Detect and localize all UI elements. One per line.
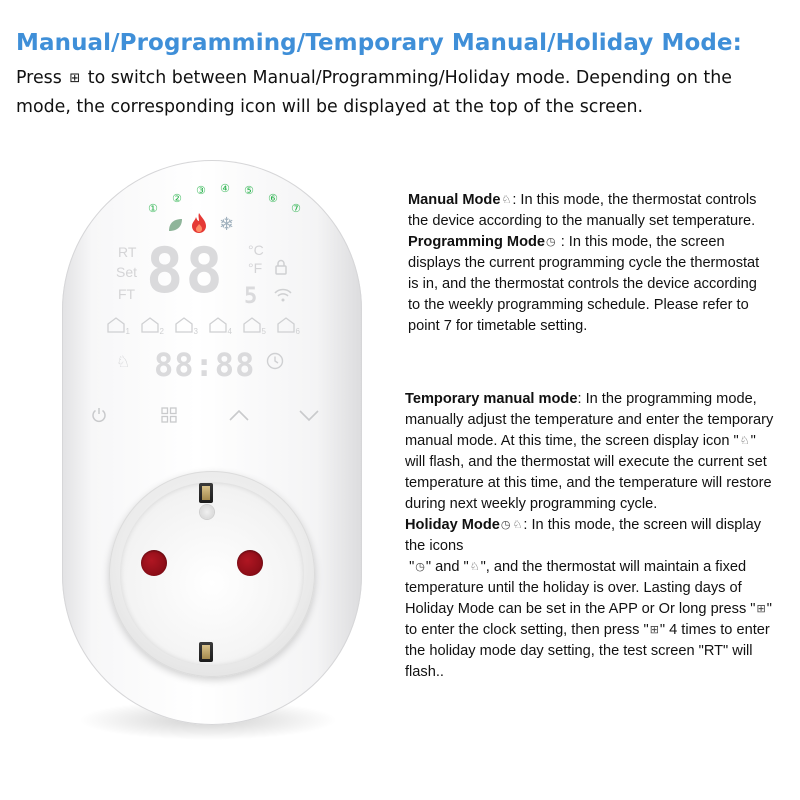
clock-digits: 88:88 [154, 346, 256, 384]
lock-icon [274, 259, 288, 275]
flame-icon [190, 212, 208, 234]
intro-text-before: Press [16, 68, 62, 88]
clock-icon-inline-2: ◷ [415, 561, 425, 573]
celsius-label: °C [248, 242, 264, 258]
rt-label: RT [118, 244, 137, 260]
decimal-digit: 5 [244, 284, 260, 309]
day-indicator-5: ⑤ [244, 184, 254, 197]
day-indicator-6: ⑥ [268, 192, 278, 205]
up-button[interactable] [228, 408, 250, 422]
day-indicator-2: ② [172, 192, 182, 205]
holiday-mode-title: Holiday Mode [405, 517, 500, 533]
holiday-mode-text-1: : In this mode, the screen will display the icons [405, 517, 762, 554]
day-indicator-3: ③ [196, 184, 206, 197]
socket-screw [200, 505, 214, 519]
thermostat-device [62, 160, 362, 725]
holiday-mode-text-2: " [409, 559, 415, 575]
set-label: Set [116, 264, 138, 280]
temperature-digits: 88 [146, 234, 225, 307]
period-icon-5: 5 [242, 316, 262, 334]
earth-clip-bottom [199, 642, 213, 662]
clock-icon-device [266, 352, 284, 370]
mode-grid-icon: ⊞ [69, 71, 81, 86]
holiday-mode-text-6: " 4 times to enter the holiday mode day setting, the test screen "RT" will flash.. [405, 622, 770, 680]
period-icon-3: 3 [174, 316, 194, 334]
temporary-mode-title: Temporary manual mode [405, 391, 578, 407]
mode-button[interactable] [160, 406, 178, 424]
hand-icon-inline-2: ♘ [512, 519, 523, 531]
period-icon-6: 6 [276, 316, 296, 334]
hand-icon-inline-3: ♘ [469, 561, 480, 573]
fahrenheit-label: °F [248, 260, 263, 276]
manual-mode-text: : In this mode, the thermostat controls the device according to the manually set temperature. [408, 192, 757, 229]
hand-icon: ♘ [501, 194, 512, 206]
ft-label: FT [118, 286, 136, 302]
power-button[interactable] [90, 406, 108, 424]
hand-icon-inline: ♘ [739, 435, 750, 447]
page-heading: Manual/Programming/Temporary Manual/Holiday Mode: [16, 30, 742, 56]
hand-icon-device: ♘ [116, 354, 131, 371]
day-indicator-4: ④ [220, 182, 230, 195]
temporary-mode-text-1: : In the programming mode, manually adjust the temperature and enter the temporary manual mode. At this time, the screen display icon " [405, 391, 774, 449]
socket-pin-left [141, 550, 167, 576]
period-icon-4: 4 [208, 316, 228, 334]
wifi-icon [274, 288, 292, 302]
leaf-icon [166, 216, 184, 234]
intro-text-after: to switch between Manual/Programming/Holiday mode. Depending on the mode, the corresponding icon will be displayed at the top of the screen. [16, 68, 732, 117]
period-icons-row [106, 316, 300, 336]
earth-clip-top [199, 483, 213, 503]
programming-mode-title: Programming Mode [408, 234, 546, 250]
intro-paragraph [16, 64, 786, 122]
clock-icon-inline: ◷ [500, 519, 511, 531]
down-button[interactable] [298, 408, 320, 422]
mode-descriptions-top [408, 190, 768, 337]
grid-icon-inline-2: ⊞ [649, 624, 659, 636]
programming-mode-text: : In this mode, the screen displays the current programming cycle the thermostat is in, and the thermostat controls the device according to the weekly programming schedule. Please refer to point 7 for timetable setting. [408, 234, 760, 334]
manual-mode-title: Manual Mode [408, 192, 501, 208]
temporary-mode-text-2: " will flash, and the thermostat will execute the current set temperature at this time, and the temperature will restore during next weekly programming cycle. [405, 433, 772, 512]
period-icon-2: 2 [140, 316, 160, 334]
period-icon-1: 1 [106, 316, 126, 334]
snowflake-icon: ❄ [219, 214, 235, 234]
day-indicator-1: ① [148, 202, 158, 215]
holiday-mode-text-3: " and " [425, 559, 469, 575]
grid-icon-inline: ⊞ [756, 603, 766, 615]
clock-icon: ◷ [546, 236, 556, 248]
holiday-mode-text-4: ", and the thermostat will maintain a fixed temperature until the holiday is over. Lasting days of Holiday Mode can be set in the APP or Or long press " [405, 559, 756, 617]
socket-pin-right [237, 550, 263, 576]
holiday-mode-text-5: " to enter the clock setting, then press " [405, 601, 772, 638]
day-indicator-7: ⑦ [291, 202, 301, 215]
mode-descriptions-bottom [405, 389, 775, 683]
